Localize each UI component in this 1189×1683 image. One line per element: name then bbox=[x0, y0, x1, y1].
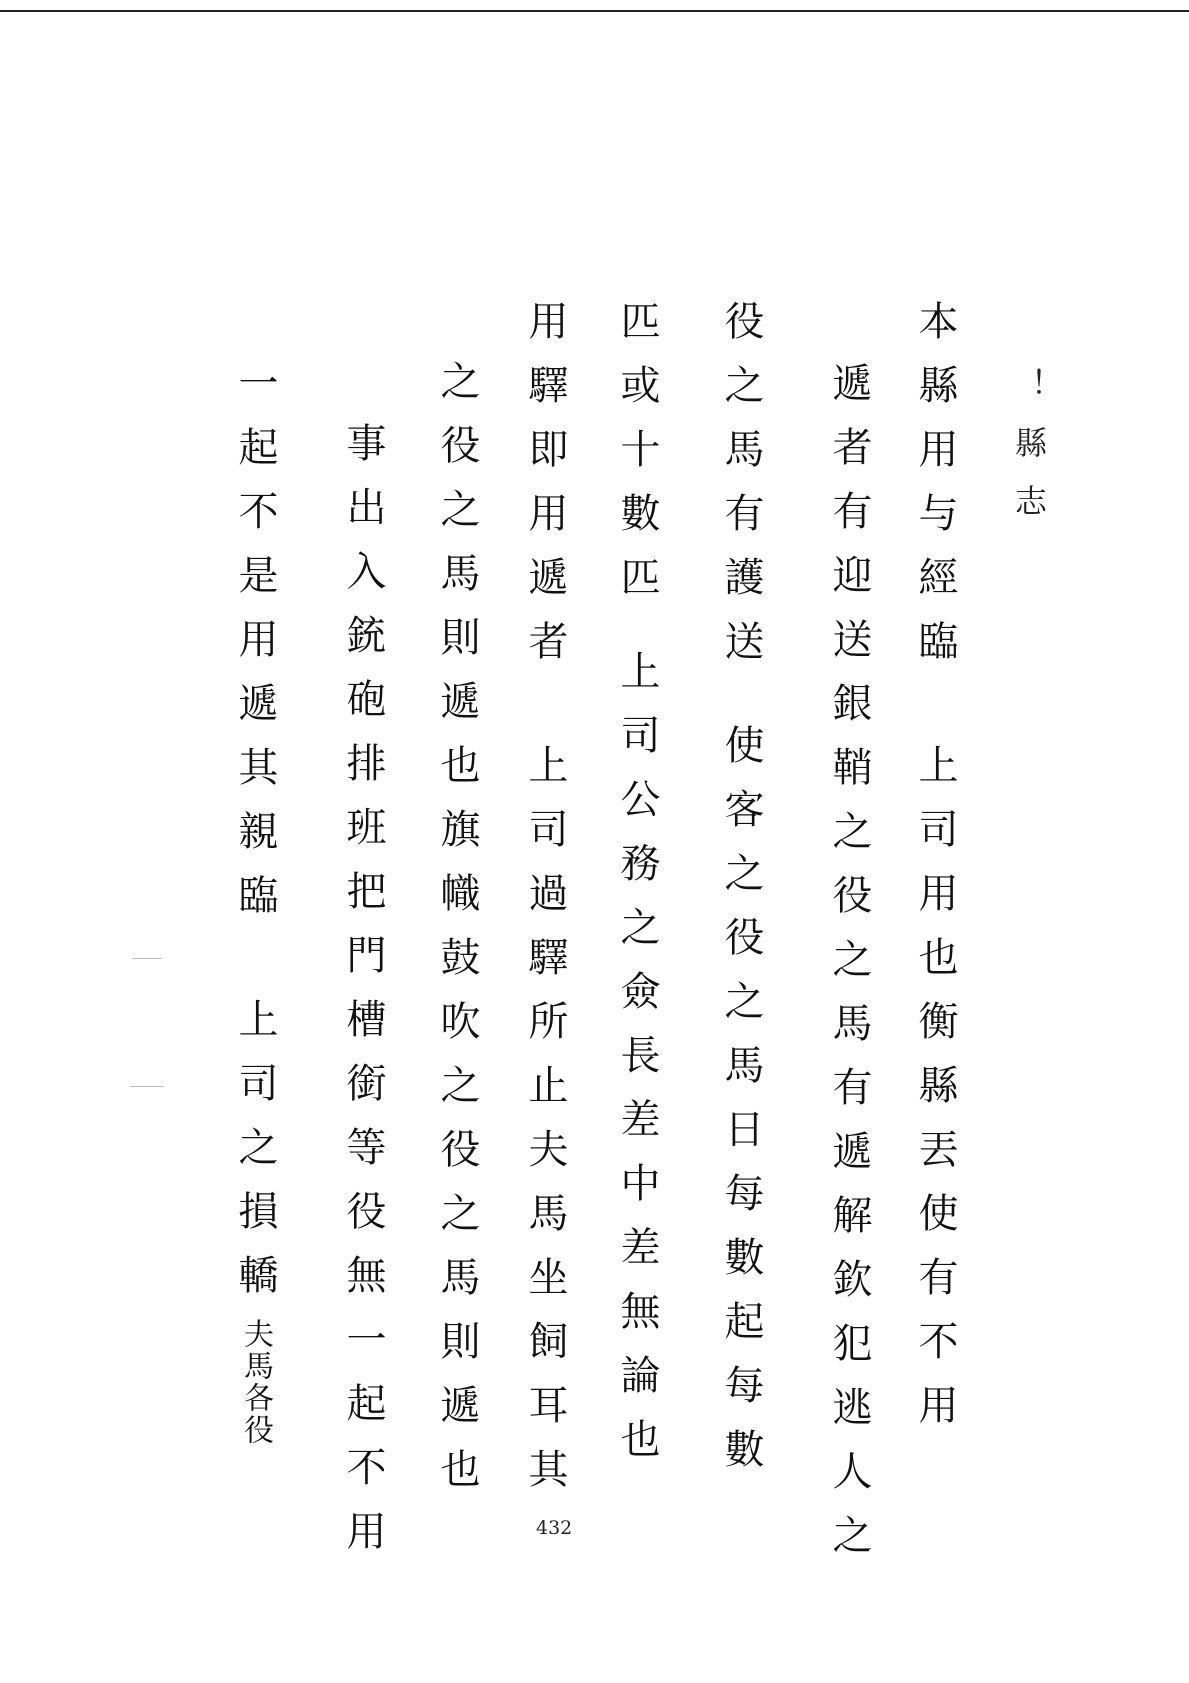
column-8-segment-3: 夫馬各役 bbox=[238, 1318, 273, 1446]
header-column bbox=[1000, 368, 1058, 542]
column-3-segment-1: 役之馬有護送 bbox=[718, 300, 764, 684]
text-column-7 bbox=[334, 422, 392, 1574]
column-3-segment-2: 使客之役之馬日每數起每數 bbox=[718, 724, 764, 1492]
column-2-segment-1: 遞者有迎送銀鞘之役之馬有遞解欽犯逃人之 bbox=[826, 362, 872, 1578]
column-1-segment-2: 上司用也衡縣丟使有不用 bbox=[912, 744, 958, 1448]
column-7-segment-1: 事出入銃砲排班把門槽銜等役無一起不用 bbox=[340, 422, 386, 1574]
scan-edge-mark bbox=[130, 1086, 164, 1087]
scan-edge-mark bbox=[132, 958, 162, 959]
text-column-8 bbox=[226, 362, 284, 1446]
column-5-segment-1: 用驛即用遞者 bbox=[522, 300, 568, 684]
page-number: 432 bbox=[536, 1517, 573, 1539]
column-6-segment-1: 之役之馬則遞也旗幟鼓吹之役之馬則遞也 bbox=[434, 360, 480, 1512]
text-column-4 bbox=[608, 300, 666, 1482]
text-column-6 bbox=[428, 360, 486, 1512]
text-column-5 bbox=[516, 300, 574, 1512]
header-text: ！縣志 bbox=[1010, 368, 1048, 542]
text-column-2 bbox=[820, 362, 878, 1578]
text-column-3 bbox=[712, 300, 770, 1492]
column-8-segment-2: 上司之損轎 bbox=[232, 998, 278, 1318]
column-4-segment-2: 上司公務之僉長差中差無論也 bbox=[614, 650, 660, 1482]
text-column-1 bbox=[906, 300, 964, 1448]
column-1-segment-1: 本縣用与經臨 bbox=[912, 300, 958, 684]
column-4-segment-1: 匹或十數匹 bbox=[614, 300, 660, 620]
column-8-segment-1: 一起不是用遞其親臨 bbox=[232, 362, 278, 938]
column-5-segment-2: 上司過驛所止夫馬坐飼耳其 bbox=[522, 744, 568, 1512]
